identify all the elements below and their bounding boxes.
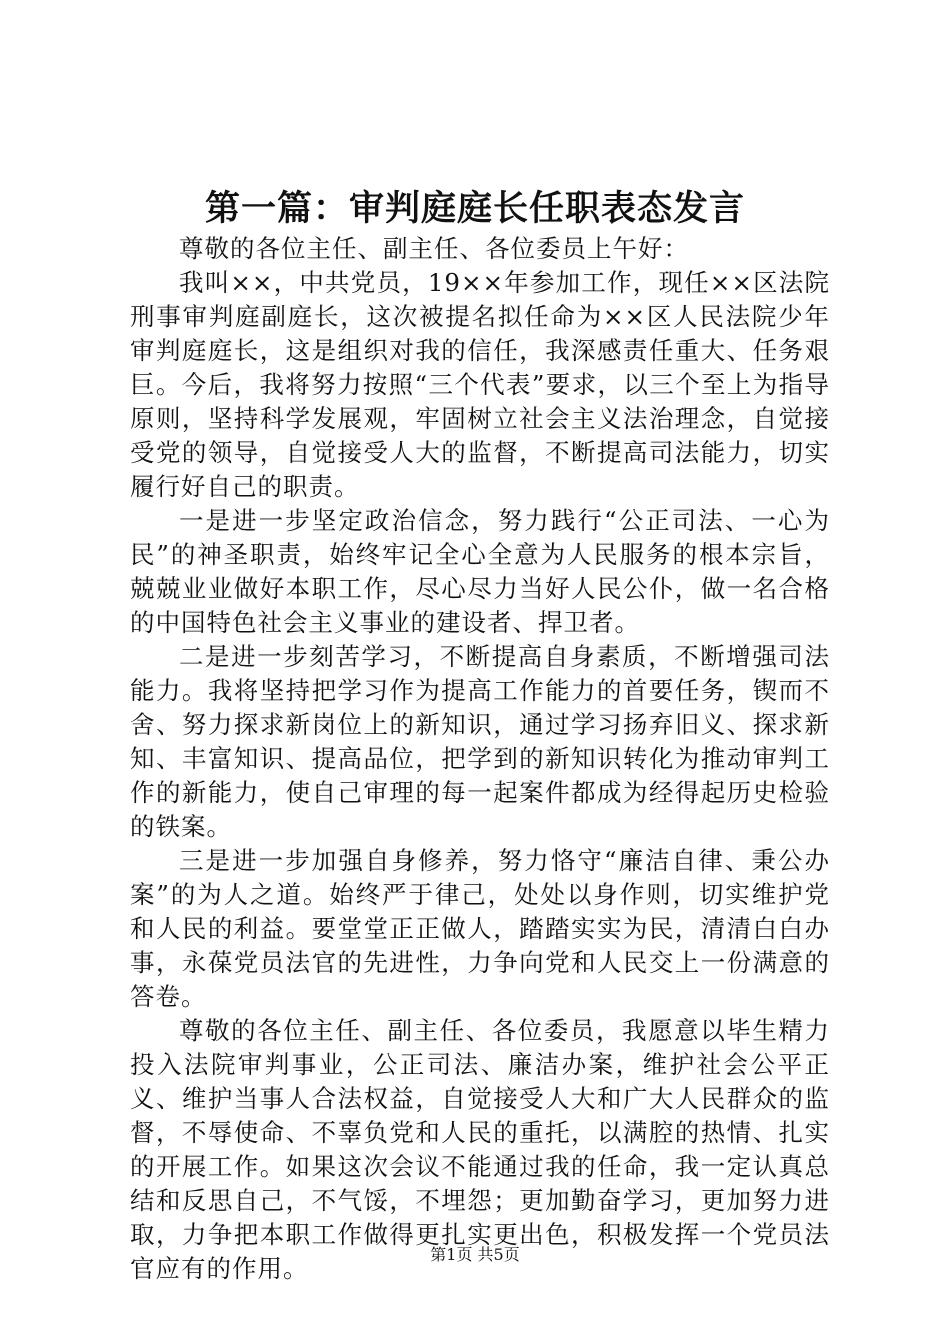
page-footer: 第1页 共5页 xyxy=(430,1245,520,1264)
intro-paragraph: 我叫××，中共党员，19××年参加工作，现任××区法院刑事审判庭副庭长，这次被提名拟任命为××区人民法院少年审判庭庭长，这是组织对我的信任，我深感责任重大、任务艰巨。今后，我将努力按照“三个代表”要求，以三个至上为指导原则，坚持科学发展观，牢固树立社会主义法治理念，自觉接受党的领导，自觉接受人大的监督，不断提高司法能力，切实履行好自己的职责。 xyxy=(130,268,830,501)
closing-paragraph: 尊敬的各位主任、副主任、各位委员，我愿意以毕生精力投入法院审判事业，公正司法、廉洁办案，维护社会公平正义、维护当事人合法权益，自觉接受人大和广大人民群众的监督，不辱使命、不辜负党和人民的重托，以满腔的热情、扎实的开展工作。如果这次会议不能通过我的任命，我一定认真总结和反思自己，不气馁，不埋怨；更加勤奋学习，更加努力进取，力争把本职工作做得更扎实更出色，积极发挥一个党员法官应有的作用。 xyxy=(130,1016,830,1283)
point-two-paragraph: 二是进一步刻苦学习，不断提高自身素质，不断增强司法能力。我将坚持把学习作为提高工作能力的首要任务，锲而不舍、努力探求新岗位上的新知识，通过学习扬弃旧义、探求新知、丰富知识、提高品位，把学到的新知识转化为推动审判工作的新能力，使自己审理的每一起案件都成为经得起历史检验的铁案。 xyxy=(130,642,830,841)
point-three-paragraph: 三是进一步加强自身修养，努力恪守“廉洁自律、秉公办案”的为人之道。始终严于律己，处处以身作则，切实维护党和人民的利益。要堂堂正正做人，踏踏实实为民，清清白白办事，永葆党员法官的先进性，力争向党和人民交上一份满意的答卷。 xyxy=(130,846,830,1011)
point-one-paragraph: 一是进一步坚定政治信念，努力践行“公正司法、一心为民”的神圣职责，始终牢记全心全意为人民服务的根本宗旨，兢兢业业做好本职工作，尽心尽力当好人民公仆，做一名合格的中国特色社会主义事业的建设者、捍卫者。 xyxy=(130,506,830,637)
document-body xyxy=(130,232,830,1286)
salutation-paragraph: 尊敬的各位主任、副主任、各位委员上午好： xyxy=(179,234,689,263)
document-title: 第一篇：审判庭庭长任职表态发言 xyxy=(204,188,745,229)
